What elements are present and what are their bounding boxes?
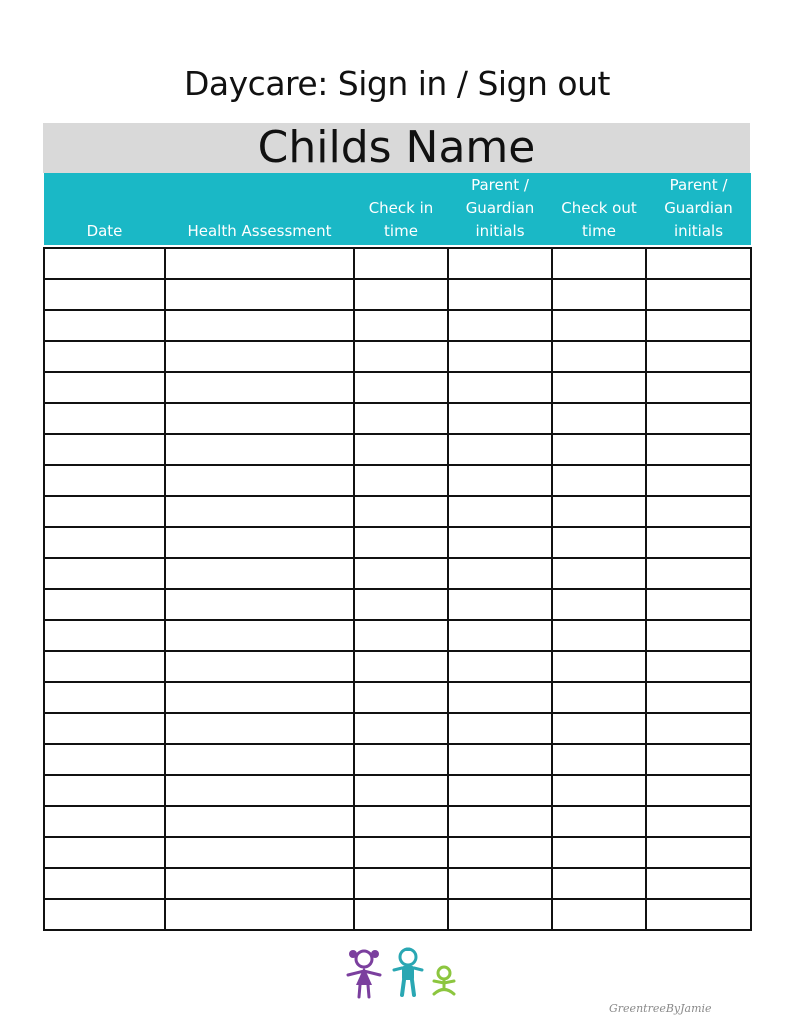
health-assessment-cell[interactable] <box>165 868 354 899</box>
parent-initials-out-cell[interactable] <box>646 682 751 713</box>
table-body <box>44 245 751 930</box>
parent-initials-in-cell[interactable] <box>448 403 552 434</box>
parent-initials-out-cell[interactable] <box>646 434 751 465</box>
table-row <box>44 248 751 279</box>
health-assessment-cell[interactable] <box>165 279 354 310</box>
check-in-time-cell[interactable] <box>354 837 448 868</box>
check-in-time-cell[interactable] <box>354 496 448 527</box>
credit-text: GreentreeByJamie <box>609 1002 712 1015</box>
parent-initials-out-cell[interactable] <box>646 713 751 744</box>
table-row <box>44 465 751 496</box>
health-assessment-cell[interactable] <box>165 651 354 682</box>
date-cell[interactable] <box>44 899 165 930</box>
parent-initials-out-cell[interactable] <box>646 279 751 310</box>
check-in-time-cell[interactable] <box>354 589 448 620</box>
date-cell[interactable] <box>44 589 165 620</box>
date-cell[interactable] <box>44 527 165 558</box>
check-in-time-cell[interactable] <box>354 403 448 434</box>
table-row <box>44 558 751 589</box>
parent-initials-out-cell[interactable] <box>646 868 751 899</box>
check-out-time-cell[interactable] <box>552 496 646 527</box>
check-out-time-cell[interactable] <box>552 682 646 713</box>
health-assessment-cell[interactable] <box>165 372 354 403</box>
table-row <box>44 589 751 620</box>
parent-initials-in-cell[interactable] <box>448 899 552 930</box>
parent-initials-out-cell[interactable] <box>646 620 751 651</box>
parent-initials-out-cell[interactable] <box>646 744 751 775</box>
parent-initials-in-cell[interactable] <box>448 279 552 310</box>
date-cell[interactable] <box>44 372 165 403</box>
health-assessment-cell[interactable] <box>165 713 354 744</box>
parent-initials-in-cell[interactable] <box>448 775 552 806</box>
parent-initials-in-cell[interactable] <box>448 465 552 496</box>
sign-in-table <box>43 173 752 931</box>
parent-initials-in-cell[interactable] <box>448 744 552 775</box>
table-row <box>44 527 751 558</box>
parent-initials-out-cell[interactable] <box>646 899 751 930</box>
date-cell[interactable] <box>44 341 165 372</box>
page-title: Daycare: Sign in / Sign out <box>184 64 610 103</box>
check-in-time-cell[interactable] <box>354 527 448 558</box>
parent-initials-out-cell[interactable] <box>646 372 751 403</box>
health-assessment-cell[interactable] <box>165 899 354 930</box>
table-row <box>44 434 751 465</box>
health-assessment-cell[interactable] <box>165 496 354 527</box>
table-row <box>44 341 751 372</box>
health-assessment-cell[interactable] <box>165 248 354 279</box>
health-assessment-cell[interactable] <box>165 620 354 651</box>
parent-initials-out-cell[interactable] <box>646 806 751 837</box>
check-out-time-cell[interactable] <box>552 527 646 558</box>
parent-initials-in-cell[interactable] <box>448 589 552 620</box>
date-cell[interactable] <box>44 558 165 589</box>
health-assessment-cell[interactable] <box>165 837 354 868</box>
date-cell[interactable] <box>44 465 165 496</box>
col-header-check-in-time: Check in time <box>354 173 448 245</box>
table-row <box>44 713 751 744</box>
table-row <box>44 775 751 806</box>
table-row <box>44 372 751 403</box>
table-row <box>44 744 751 775</box>
parent-initials-out-cell[interactable] <box>646 465 751 496</box>
health-assessment-cell[interactable] <box>165 558 354 589</box>
date-cell[interactable] <box>44 279 165 310</box>
parent-initials-out-cell[interactable] <box>646 837 751 868</box>
parent-initials-out-cell[interactable] <box>646 248 751 279</box>
parent-initials-in-cell[interactable] <box>448 558 552 589</box>
health-assessment-cell[interactable] <box>165 341 354 372</box>
parent-initials-out-cell[interactable] <box>646 496 751 527</box>
check-out-time-cell[interactable] <box>552 806 646 837</box>
parent-initials-in-cell[interactable] <box>448 527 552 558</box>
check-out-time-cell[interactable] <box>552 248 646 279</box>
col-header-check-out-time: Check out time <box>552 173 646 245</box>
table-row <box>44 806 751 837</box>
check-in-time-cell[interactable] <box>354 558 448 589</box>
parent-initials-out-cell[interactable] <box>646 403 751 434</box>
check-in-time-cell[interactable] <box>354 620 448 651</box>
parent-initials-out-cell[interactable] <box>646 651 751 682</box>
check-in-time-cell[interactable] <box>354 310 448 341</box>
parent-initials-in-cell[interactable] <box>448 713 552 744</box>
check-out-time-cell[interactable] <box>552 837 646 868</box>
date-cell[interactable] <box>44 403 165 434</box>
date-cell[interactable] <box>44 434 165 465</box>
check-in-time-cell[interactable] <box>354 682 448 713</box>
date-cell[interactable] <box>44 248 165 279</box>
check-out-time-cell[interactable] <box>552 589 646 620</box>
parent-initials-in-cell[interactable] <box>448 837 552 868</box>
parent-initials-in-cell[interactable] <box>448 651 552 682</box>
check-in-time-cell[interactable] <box>354 372 448 403</box>
check-in-time-cell[interactable] <box>354 713 448 744</box>
parent-initials-out-cell[interactable] <box>646 775 751 806</box>
check-out-time-cell[interactable] <box>552 899 646 930</box>
parent-initials-in-cell[interactable] <box>448 372 552 403</box>
date-cell[interactable] <box>44 744 165 775</box>
check-out-time-cell[interactable] <box>552 403 646 434</box>
health-assessment-cell[interactable] <box>165 310 354 341</box>
parent-initials-in-cell[interactable] <box>448 620 552 651</box>
table-header-row <box>44 173 751 245</box>
check-out-time-cell[interactable] <box>552 279 646 310</box>
parent-initials-out-cell[interactable] <box>646 527 751 558</box>
health-assessment-cell[interactable] <box>165 682 354 713</box>
check-in-time-cell[interactable] <box>354 248 448 279</box>
parent-initials-in-cell[interactable] <box>448 868 552 899</box>
table-row <box>44 279 751 310</box>
col-header-date: Date <box>44 173 165 245</box>
health-assessment-cell[interactable] <box>165 775 354 806</box>
date-cell[interactable] <box>44 775 165 806</box>
table-row <box>44 899 751 930</box>
parent-initials-in-cell[interactable] <box>448 310 552 341</box>
parent-initials-in-cell[interactable] <box>448 341 552 372</box>
date-cell[interactable] <box>44 620 165 651</box>
check-in-time-cell[interactable] <box>354 651 448 682</box>
health-assessment-cell[interactable] <box>165 465 354 496</box>
table-row <box>44 496 751 527</box>
check-out-time-cell[interactable] <box>552 744 646 775</box>
date-cell[interactable] <box>44 868 165 899</box>
check-out-time-cell[interactable] <box>552 868 646 899</box>
health-assessment-cell[interactable] <box>165 589 354 620</box>
date-cell[interactable] <box>44 806 165 837</box>
check-in-time-cell[interactable] <box>354 806 448 837</box>
date-cell[interactable] <box>44 496 165 527</box>
boy-figure-icon <box>394 948 422 996</box>
table-row <box>44 403 751 434</box>
parent-initials-in-cell[interactable] <box>448 682 552 713</box>
check-out-time-cell[interactable] <box>552 558 646 589</box>
check-out-time-cell[interactable] <box>552 651 646 682</box>
table-row <box>44 837 751 868</box>
col-header-parent-initials-out: Parent / Guardian initials <box>646 173 751 245</box>
table-row <box>44 620 751 651</box>
check-out-time-cell[interactable] <box>552 434 646 465</box>
check-in-time-cell[interactable] <box>354 341 448 372</box>
check-out-time-cell[interactable] <box>552 372 646 403</box>
date-cell[interactable] <box>44 682 165 713</box>
date-cell[interactable] <box>44 713 165 744</box>
check-in-time-cell[interactable] <box>354 744 448 775</box>
col-header-health-assessment: Health Assessment <box>165 173 354 245</box>
health-assessment-cell[interactable] <box>165 806 354 837</box>
table-row <box>44 868 751 899</box>
kids-logo <box>344 945 464 1000</box>
date-cell[interactable] <box>44 651 165 682</box>
parent-initials-in-cell[interactable] <box>448 496 552 527</box>
parent-initials-out-cell[interactable] <box>646 558 751 589</box>
check-in-time-cell[interactable] <box>354 434 448 465</box>
child-name-banner: Childs Name <box>43 123 750 173</box>
parent-initials-out-cell[interactable] <box>646 341 751 372</box>
girl-figure-icon <box>348 950 380 997</box>
check-in-time-cell[interactable] <box>354 775 448 806</box>
check-out-time-cell[interactable] <box>552 713 646 744</box>
check-out-time-cell[interactable] <box>552 341 646 372</box>
check-out-time-cell[interactable] <box>552 310 646 341</box>
health-assessment-cell[interactable] <box>165 434 354 465</box>
health-assessment-cell[interactable] <box>165 403 354 434</box>
parent-initials-out-cell[interactable] <box>646 310 751 341</box>
check-out-time-cell[interactable] <box>552 775 646 806</box>
baby-figure-icon <box>434 967 454 994</box>
check-out-time-cell[interactable] <box>552 620 646 651</box>
parent-initials-in-cell[interactable] <box>448 434 552 465</box>
parent-initials-in-cell[interactable] <box>448 806 552 837</box>
table-row <box>44 651 751 682</box>
check-out-time-cell[interactable] <box>552 465 646 496</box>
table-row <box>44 310 751 341</box>
check-in-time-cell[interactable] <box>354 868 448 899</box>
parent-initials-out-cell[interactable] <box>646 589 751 620</box>
parent-initials-in-cell[interactable] <box>448 248 552 279</box>
health-assessment-cell[interactable] <box>165 527 354 558</box>
col-header-parent-initials-in: Parent / Guardian initials <box>448 173 552 245</box>
table-row <box>44 682 751 713</box>
check-in-time-cell[interactable] <box>354 899 448 930</box>
date-cell[interactable] <box>44 837 165 868</box>
check-in-time-cell[interactable] <box>354 279 448 310</box>
check-in-time-cell[interactable] <box>354 465 448 496</box>
date-cell[interactable] <box>44 310 165 341</box>
health-assessment-cell[interactable] <box>165 744 354 775</box>
